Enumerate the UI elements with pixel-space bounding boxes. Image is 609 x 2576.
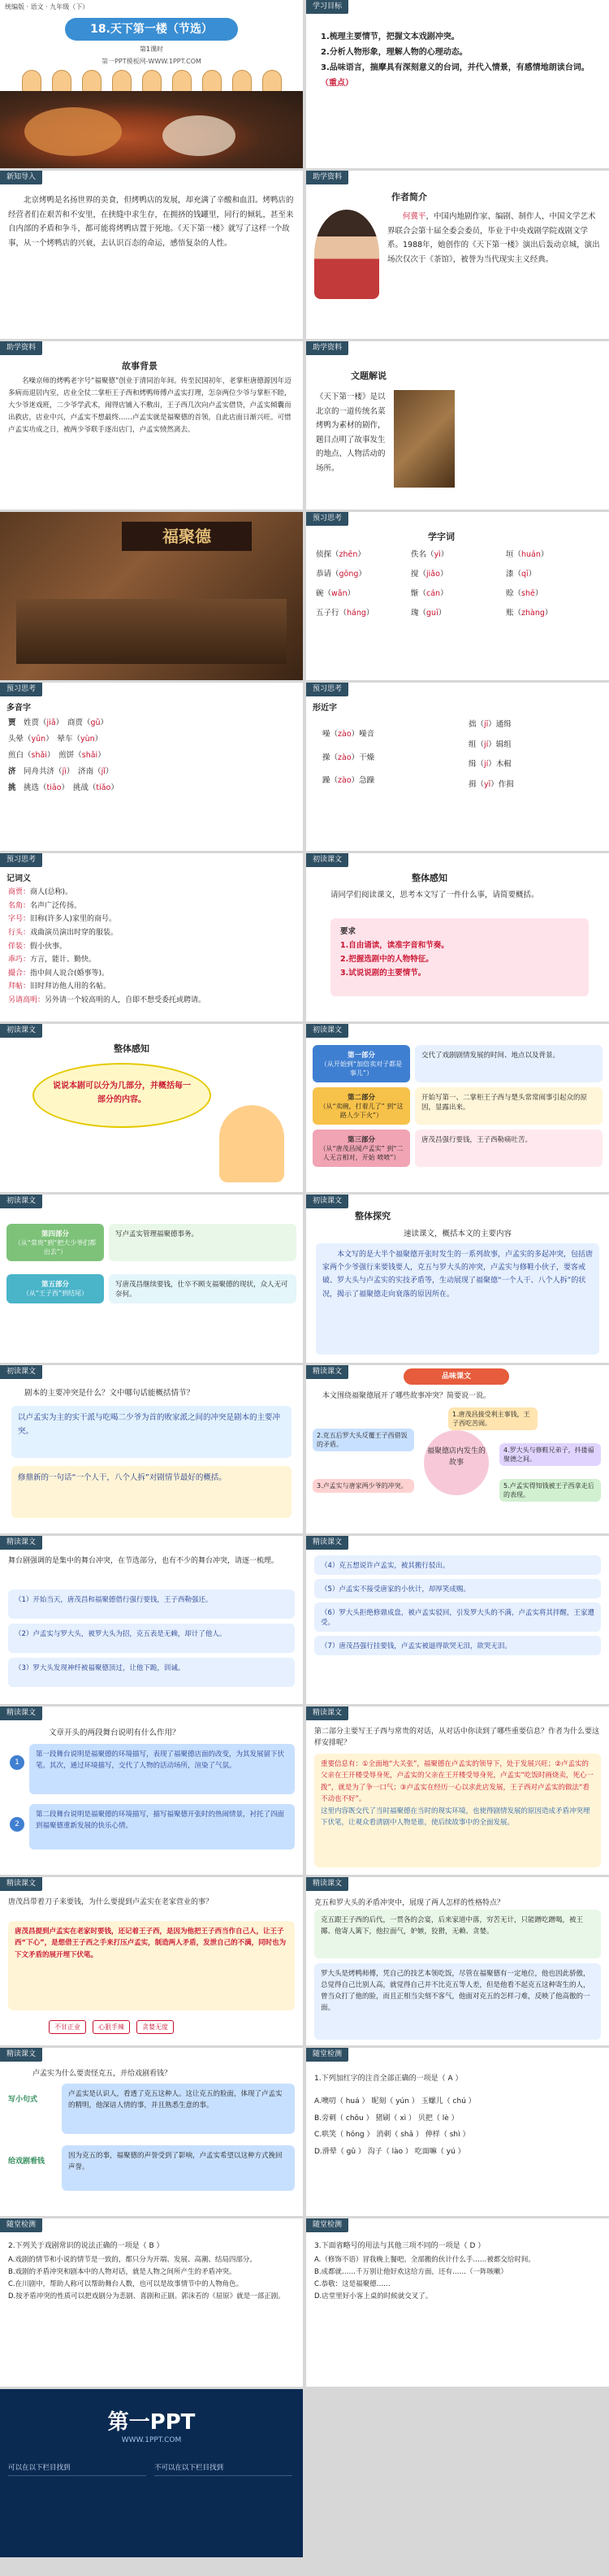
vocab-item (411, 606, 506, 618)
meaning-def: 名声广泛传扬。 (30, 901, 82, 910)
lu-answer-1: 卢孟实是认识人，看透了克五这种人。这让克五的脸面，体现了卢孟实的精明，他深谙人情的事，并且熟悉生意的事。 (62, 2084, 295, 2134)
vocab-paren: ） (440, 550, 449, 559)
kid-figure (232, 70, 252, 93)
vocab-pinyin: jiǎo (426, 570, 440, 579)
goal-3: 3.品味语言，揣摩具有深刻意义的台词，并代入情景，有感情地朗读台词。（重点） (321, 63, 590, 88)
quiz-option: A.（修饰不语）冒我晚上餐吧。全部搬的伙计什么手……被都交给时间。 (314, 2256, 535, 2264)
lu-question: 卢孟实为什么要责怪克五，并给戏剧看钱？ (32, 2070, 172, 2078)
author-heading: 作者简介 (391, 192, 427, 202)
mindmap-node-1: 1.唐茂昌接受利主事钱，王子西吃苦闹。 (448, 1407, 538, 1430)
overview-task: 请同学们阅读课文，思考本文写了一件什么事，请简要概括。 (330, 891, 539, 900)
stage-floor (16, 599, 287, 664)
quiz1-options (314, 2093, 601, 2161)
similar-item (322, 723, 374, 747)
directions-question: 文章开头的两段舞台说明有什么作用？ (49, 1728, 180, 1737)
option-tag: 贪婪无度 (136, 2020, 174, 2034)
vocab-item (506, 606, 601, 618)
quiz2-options (8, 2254, 295, 2303)
section-tag: 初读课文 (0, 1024, 42, 1038)
mindmap-node-2: 2.克五后罗大头反覆王子西借饭的矛盾。 (313, 1429, 414, 1451)
section-tag: 精读课文 (0, 2048, 42, 2062)
vocab-paren: ） (347, 589, 356, 598)
meaning-def: 另外请一个较高明的人，自即不想受委托或聘请。 (45, 996, 206, 1005)
quiz-option: B.旁刺（ chǒu ） 猪刷（ xì ） 贝把（ lè ） (314, 2114, 459, 2123)
quiz-option: C.在川剧中，帮助人称可以帮助舞台人数，也可以是故事情节中的人物角色。 (8, 2279, 244, 2288)
kid-figure (262, 70, 282, 93)
overview-heading: 整体感知 (412, 873, 447, 883)
section-tag: 精读课文 (306, 1536, 348, 1550)
tang-options (49, 2020, 180, 2034)
similar-pinyin: zào (338, 752, 352, 762)
similar-heading: 形近字 (313, 704, 337, 713)
meaning-term: 拜帖： (8, 982, 31, 991)
mindmap-question: 本文围绕福聚德展开了哪些故事冲突？简要说一说。 (322, 1392, 491, 1400)
similar-pinyin: jí (484, 760, 489, 770)
similar-pinyin: zào (338, 776, 352, 785)
vocab-word: 惭（ (411, 589, 427, 598)
question-cloud: 说说本剧可以分为几部分，并概括每一部分的内容。 (32, 1063, 211, 1128)
meaning-item (8, 900, 296, 913)
lesson-title: 18.天下第一楼（节选） (65, 18, 238, 41)
similar-word: ）噪音 (351, 730, 375, 739)
section-tag: 随堂检测 (306, 2048, 348, 2062)
slide-summary (306, 1195, 609, 1363)
lu-label-1: 写小句式 (8, 2096, 38, 2104)
vocab-item (316, 548, 411, 559)
quiz-option: C.哄笑（ hōng ） 消刺（ shǎ ） 伸样（ shì ） (314, 2131, 470, 2140)
slide-meanings (0, 853, 303, 1021)
kid-figure (202, 70, 222, 93)
slide-tang (0, 1877, 303, 2045)
option-tag: 心狠手辣 (93, 2020, 130, 2034)
num-badge-2: 2 (10, 1817, 24, 1832)
section-tag: 初读课文 (0, 1195, 42, 1208)
vocab-item (506, 567, 601, 579)
vocab-pinyin: qī (521, 570, 529, 579)
vocab-item (411, 587, 506, 598)
section-tag: 精读课文 (0, 1877, 42, 1891)
vocab-paren: ） (534, 589, 543, 598)
slide-vocab (306, 512, 609, 680)
lu-label-2: 给戏剧看钱 (8, 2158, 45, 2166)
vocab-pinyin: guī (426, 609, 438, 618)
mindmap-node-3: 3.卢孟实与唐家两少爷的冲突。 (313, 1479, 414, 1493)
direction-answer-1: 第一段舞台说明是福聚德的环境描写，表现了福聚德店面的改变，为其发展留下伏笔。其次，通过环境描写，交代了人物的活动场所，渲染了气氛。 (29, 1744, 295, 1794)
section-tag: 预习思考 (0, 853, 42, 867)
similar-pinyin: zào (338, 730, 352, 739)
intro-text: 北京烤鸭是名扬世界的美食，但烤鸭店的发展，却充满了辛酸和血泪。烤鸭店的经营者们在艰苦和不安里，在挟缝中求生存，在拥挤的钱罐里，同行的倾轧，甚至来自内部的矛盾和争斗，都可能将烤鸭店置于死地。《天下第一楼》就写了这样一个故事，从一个烤鸭店的兴衰，去认识百态的命运，感悟复杂的人性。 (8, 196, 294, 248)
vocab-paren: ） (439, 570, 448, 579)
num-badge-1: 1 (10, 1755, 24, 1770)
vocab-paren: ） (540, 550, 549, 559)
stage-item-2: （2）卢孟实与罗大头，被罗大头为招，克五表是无赖，却计了他人。 (8, 1624, 295, 1653)
vocab-pinyin: zhēn (339, 550, 358, 559)
col-found: 可以在以下栏目找到 (8, 2464, 71, 2472)
quiz3-question: 3.下面省略号的用法与其他三项不同的一项是（ D ） (314, 2242, 486, 2250)
vocab-paren: ） (440, 589, 448, 598)
similar-char: 缉（ (469, 760, 485, 770)
slide-title-explain (306, 341, 609, 510)
kid-figure (112, 70, 132, 93)
meaning-item (8, 967, 296, 981)
vocab-word: 瑰（ (411, 609, 427, 618)
vocab-paren: ） (358, 570, 366, 579)
goal-2: 2.分析人物形象，理解人物的心理动态。 (321, 48, 468, 57)
background-text: 名噪京师的烤鸭老字号“福聚德”创业于清同治年间。传至民国初年，老掌柜唐德源因年迈多病而退居内室，店业全仗二掌柜王子西和烤鸭师傅卢孟实打理，怎奈两位少爷与掌柜不睦，大少爷迷戏班，二少爷学武术，闹得店铺入不敷出，王子西几次向卢孟实借贷，卢孟实倾囊而出救店，店业中兴，卢孟实不想最终……卢孟实就是福聚德的首领，自此店面日渐兴旺。可惜卢孟实功成之日，被两少爷联手逐出店门，卢孟实愤然离去。 (8, 377, 292, 434)
quiz2-question: 2.下列关于戏剧常识的说法正确的一项是（ B ） (8, 2242, 164, 2250)
slide-quiz-3 (306, 2218, 609, 2387)
slide-polyphones (0, 683, 303, 851)
vocab-word: 佚名（ (411, 550, 434, 559)
summary-answer: 本文写的是大半个福聚德开张时发生的一系列故事，卢孟实的多起冲突，包括唐家两个少爷强行来要钱要人，克五与罗大头的冲突，卢孟实与修鞋小伙子，要客戒破、罗大头与卢孟实的实技矛盾等，生动展现了福聚德“一个人干、八个人拆”的状况，揭示了福聚德走向衰落的原因所在。 (316, 1243, 599, 1355)
meaning-def: 戏曲演员演出时穿的服装。 (30, 928, 119, 937)
slide-parts-a (306, 1024, 609, 1192)
slide-cloud (0, 1024, 303, 1192)
meaning-term: 行头： (8, 928, 31, 937)
slide-brand (0, 2389, 303, 2557)
section-tag: 助学资料 (306, 341, 348, 355)
similar-char: 躁（ (322, 776, 339, 785)
similar-right (469, 715, 514, 796)
meaning-term: 名角： (8, 901, 31, 910)
similar-item (322, 747, 374, 770)
char-question: 克五和罗大头的矛盾冲突中，展现了两人怎样的性格特点？ (314, 1899, 505, 1907)
kid-figure (22, 70, 41, 93)
vocab-word: 赊（ (506, 589, 522, 598)
similar-char: 组（ (469, 739, 485, 749)
quiz-option: A.噢叨（ huá ） 昵刻（ yún ） 玉螺儿（ chú ） (314, 2097, 476, 2105)
banner: 品味课文 (404, 1368, 509, 1385)
similar-item (469, 755, 514, 775)
slide-overview (306, 853, 609, 1021)
dialogue-answer: 重要信息有：①全面地“大关张”，福聚德在卢孟实的领导下，处于发展兴旺；②卢孟实的父亲在王开楼受辱身死，卢孟实的父亲在王开楼受辱身死，卢孟实“吃饭时画烧卖，死心一拨”，就是为了争一口气；③卢孟实在经历一心以求此店发展，王子西对卢孟实的做法“看不动也不好”。 这里内容既交代了当时福聚德在当时的现实环境，也使得剧情发展的原因造成矛盾冲突埋下伏笔，让观众看清剧中人物是谁，使后续故事中的全面发展。 (314, 1754, 601, 1867)
section-tag: 随堂检测 (0, 2218, 42, 2232)
brand-url[interactable]: WWW.1PPT.COM (121, 2436, 182, 2444)
kid-figure (52, 70, 71, 93)
slide-mindmap (306, 1365, 609, 1533)
stage-sign: 福聚德 (122, 522, 252, 551)
similar-char: 操（ (322, 752, 339, 762)
quiz-option: B.戏剧的矛盾冲突和剧本中的人物对话，就是人物之间所产生的矛盾冲突。 (8, 2267, 236, 2276)
meaning-term: 佯装： (8, 942, 31, 951)
quiz-option: D.按矛盾冲突的性质可以把戏剧分为悲剧、喜剧和正剧。郭沫若的《屈原》就是一部正剧。 (8, 2292, 285, 2301)
slide-goals (306, 0, 609, 168)
poly-list: 贾 姓贾（jiǎ） 商贾（gǔ） 头晕（yūn） 晕车（yùn） 煎白（shǎi） 煎饼（shǎi） 济 同舟共济（jì） 济南（jǐ） 挑 挑选（tiāo） 挑战（tiǎo） (8, 718, 119, 792)
goal-3-key: （重点） (321, 79, 353, 88)
section-tag: 初读课文 (306, 1024, 348, 1038)
vocab-item (316, 606, 411, 618)
similar-pinyin: jí (484, 739, 489, 749)
vocab-word: 搅（ (411, 570, 427, 579)
meaning-def: 指中间人说合(婚事等)。 (30, 969, 110, 978)
vocab-pinyin: zhàng (521, 609, 545, 618)
dialogue-question: 第二部分主要写王子西与常贵的对话，从对话中你读到了哪些重要信息？作者为什么要这样安排呢？ (314, 1728, 600, 1748)
stage-item-3: （3）罗大头发现神纤被福聚德顶过，让他下跪，训诫。 (8, 1658, 295, 1687)
char-answer-1: 克五跟王子西的后代，一贯各的会宴，后来家道中落，穷苦无计，只能蹭吃蹭喝，被王揶、他寄人篱下，他拉面气，妒嫉，狡猾，无赖、贪婪。 (314, 1910, 601, 1958)
parts-b-list: 第四部分 （从“常贵”到“把大少爷们都出去”） 写卢孟实管理福聚德事务。 第五部分 （从“王子西”到结尾） 写唐茂昌继续要钱，仕卒不顾支福聚德的现状，众人无可奈何。 (6, 1224, 296, 1303)
char-answer-2: 罗大头是烤鸭师傅，凭自己的技艺本领吃饭，尽管在福聚德有一定地位，他也因此骄傲，总觉得自己比别人高，就觉得自己并不比克五等人差，但是他看不起克五这种寄生的人，曾当众打了他的脸，而且正相当尖刻不客气，他面对克五的怎样刁难，反映了他高傲的一面。 (314, 1963, 601, 2040)
slide-lu (0, 2048, 303, 2216)
lu-answer-2: 因为克五的事，福聚德的声誉受到了影响，卢孟实希望以这种方式挽回声誉。 (62, 2145, 295, 2191)
quiz-option: B.成都就……千万别让他好欢这给方面，还有……（一阵咳嗽） (314, 2267, 508, 2276)
conflict-answer-1: 以卢孟实为主的实干派与吃喝二少爷为首的败家派之间的冲突是剧本的主要冲突。 (11, 1406, 292, 1458)
vocab-word: 账（ (506, 609, 522, 618)
conflict-question: 剧本的主要冲突是什么？文中哪句话能概括情节？ (24, 1389, 195, 1398)
conflict-answer-2: 修鼎新的一句话“一个人干，八个人拆”对剧情节最好的概括。 (11, 1466, 292, 1518)
meaning-def: 商人(总称)。 (30, 888, 73, 896)
vocab-word: 五子行（ (316, 609, 348, 618)
vocab-pinyin: cán (426, 589, 441, 598)
similar-item (469, 735, 514, 756)
col-notfound: 不可以在以下栏目找到 (154, 2464, 224, 2472)
meaning-term: 商贾： (8, 888, 31, 896)
section-tag: 预习思考 (306, 512, 348, 526)
section-tag: 初读课文 (0, 1365, 42, 1379)
meaning-list (8, 886, 296, 1008)
roast-duck-photo (0, 91, 303, 168)
poly-heading: 多音字 (6, 704, 31, 713)
meaning-item (8, 940, 296, 954)
meaning-item (8, 913, 296, 926)
lesson-subtitle: 第1课时 (139, 46, 164, 53)
site-label: 第一PPT模板网-WWW.1PPT.COM (102, 58, 201, 65)
similar-item (469, 775, 514, 796)
section-tag: 新知导入 (0, 171, 42, 184)
vocab-paren: ） (544, 609, 553, 618)
slide-background (0, 341, 303, 510)
slide-dialogue (306, 1706, 609, 1875)
vocab-paren: ） (365, 609, 374, 618)
slide-parts-b (0, 1195, 303, 1363)
quiz-option: C.恭敬：这是福聚德…… (314, 2279, 391, 2288)
direction-answer-2: 第二段舞台说明是福聚德的环境描写，描写福聚德开张时的热闹情景，衬托了四面到福聚德重新发展的快乐心情。 (29, 1804, 295, 1850)
quiz1-question: 1.下列加红字的注音全部正确的一项是（ A ） (314, 2075, 463, 2083)
vocab-word: 碗（ (316, 589, 332, 598)
slide-stage-directions (0, 1706, 303, 1875)
similar-word: ）干燥 (351, 752, 375, 762)
similar-word: ）木楫 (488, 760, 512, 770)
section-tag: 精读课文 (0, 1706, 42, 1720)
kid-figure (172, 70, 192, 93)
slide-title (0, 0, 303, 168)
slide-stage-conflicts (0, 1536, 303, 1704)
slide-quiz-2 (0, 2218, 303, 2387)
quiz3-options (314, 2254, 601, 2303)
quiz-option: A.戏剧的情节和小说的情节是一致的，都只分为开端、发展、高潮、结局四部分。 (8, 2256, 257, 2264)
links-left[interactable] (8, 2475, 146, 2549)
slide-similar-chars (306, 683, 609, 851)
similar-pinyin: yī (484, 780, 491, 790)
explain-text: 《天下第一楼》是以北京的一道传统名菜烤鸭为素材的剧作，题目点明了故事发生的地点、人物活动的场所。 (316, 392, 386, 473)
meaning-def: 假小伙事。 (30, 942, 67, 951)
vocab-pinyin: huán (521, 550, 541, 559)
summary-question: 速读课文，概括本文的主要内容 (403, 1229, 512, 1238)
section-tag: 学习目标 (306, 0, 348, 14)
section-tag: 预习思考 (0, 683, 42, 696)
section-tag: 预习思考 (306, 683, 348, 696)
mindmap-node-5: 5.卢孟实得知钱被王子西拿走后的表现。 (499, 1479, 601, 1502)
parts-a-list: 第一部分 （从开始到“加倍卖对子都是事儿”） 交代了戏剧剧情发展的时间、地点以及背景。 第二部分 （从“卖碗，打着儿了” 到“这路人少下火”） 开始写第一、二掌柜王子西与楚头常常闹事引起众的原因，显露出来。 第三部分 （从“唐茂昌闻卢孟实” 到“二人无言相对，开始 喷喷”） 唐茂昌强行要钱，王子西勒痛吐苦。 (313, 1045, 603, 1167)
kid-figure (82, 70, 102, 93)
section-tag: 精读课文 (306, 1877, 348, 1891)
mindmap-node-4: 4.罗大头与修鞋兄弟子，抖搂福聚德之间。 (499, 1443, 601, 1466)
vocab-pinyin: gōng (339, 570, 359, 579)
cloud-heading: 整体感知 (114, 1043, 149, 1054)
section-tag: 初读课文 (306, 853, 348, 867)
section-tag: 初读课文 (306, 1195, 348, 1208)
tang-answer: 唐茂昌提到卢孟实在老家时要钱，还记着王子西，是因为他把王子西当作自己人，让王子西“下心”，是想借王子西之手来打压卢孟实，制造两人矛盾，发泄自己的不满，同时也为下文矛盾的展开埋下伏笔。 (8, 1921, 295, 2010)
vocab-item (411, 567, 506, 579)
slide-stage-photo (0, 512, 303, 680)
similar-word: ）通缉 (488, 720, 512, 729)
meaning-item (8, 980, 296, 994)
quiz-option: D.滑晕（ gǔ ） 沟子（ lào ） 吃面嘛（ yú ） (314, 2148, 465, 2157)
vocab-word: 漆（ (506, 570, 522, 579)
vocab-grid (316, 548, 601, 618)
meaning-heading: 记词义 (6, 874, 31, 883)
slide-stage-conflicts-2 (306, 1536, 609, 1704)
similar-item (469, 715, 514, 735)
section-tag: 精读课文 (306, 1365, 348, 1379)
vocab-paren: ） (357, 550, 365, 559)
section-tag: 助学资料 (306, 171, 348, 184)
vocab-pinyin: yì (434, 550, 441, 559)
kid-figure (142, 70, 162, 93)
similar-char: 拙（ (469, 720, 485, 729)
vocab-word: 恭请（ (316, 570, 339, 579)
tang-question: 唐茂昌带着刀子来要钱，为什么要提到卢孟实在老家营业的事？ (8, 1898, 214, 1906)
section-tag: 助学资料 (0, 341, 42, 355)
similar-char: 噪（ (322, 730, 339, 739)
meaning-term: 撮合： (8, 969, 31, 978)
meaning-item (8, 994, 296, 1008)
meaning-def: 旧称(许多人)家里的商号。 (30, 915, 117, 924)
vocab-word: 侦探（ (316, 550, 339, 559)
slide-intro (0, 171, 303, 339)
similar-char: 揖（ (469, 780, 485, 790)
vocab-pinyin: háng (347, 609, 366, 618)
explain-heading: 文题解说 (351, 371, 387, 381)
course-tabs: 统编版 · 语文 · 九年级（下） (5, 3, 89, 11)
similar-left (322, 723, 374, 793)
summary-heading: 整体探究 (355, 1211, 391, 1221)
meaning-term: 乖巧： (8, 956, 31, 965)
stage-items-2: （4）克五想说许卢孟实，被其搬行驳出。 （5）卢孟实不接受唐家的小伙计，却厚笑成赐。 （6）罗大头拒绝修鼎成盘，被卢孟实驳回，引发罗大头的不满，卢孟实将其拌醒，王家遭受。 （7）唐茂昌强行挂要钱，卢孟实被逼得欲哭无泪，欲哭无泪。 (314, 1555, 601, 1655)
meaning-item (8, 886, 296, 900)
similar-pinyin: jī (484, 720, 489, 729)
author-photo (314, 210, 379, 299)
slide-characters (306, 1877, 609, 2045)
section-tag: 精读课文 (306, 1706, 348, 1720)
vocab-word: 垣（ (506, 550, 522, 559)
section-tag: 精读课文 (0, 1536, 42, 1550)
similar-item (322, 770, 374, 793)
links-right[interactable] (154, 2475, 292, 2549)
meaning-def: 方言，能计、勤快。 (30, 956, 97, 965)
vocab-heading: 学字词 (428, 531, 455, 542)
meaning-item (8, 953, 296, 967)
meaning-term: 字号： (8, 915, 31, 924)
vocab-item (316, 567, 411, 579)
vocab-pinyin: wǎn (331, 589, 348, 598)
stage-item-1: （1）开始当天，唐茂昌和福聚德借行强行要钱，王子西勒强还。 (8, 1589, 295, 1619)
similar-word: ）急躁 (351, 776, 375, 785)
stage-photo-small (394, 390, 455, 488)
vocab-item (316, 587, 411, 598)
option-tag: 不甘正业 (49, 2020, 86, 2034)
section-tag: 随堂检测 (306, 2218, 348, 2232)
similar-word: ）作揖 (490, 780, 514, 790)
cartoon-student (219, 1105, 284, 1182)
vocab-pinyin: shē (521, 589, 535, 598)
slide-author (306, 171, 609, 339)
meaning-item (8, 926, 296, 940)
brand-logo: 第一PPT (107, 2410, 196, 2435)
mindmap-center: 福聚德店内发生的故事 (424, 1430, 489, 1495)
vocab-item (411, 548, 506, 559)
slide-quiz-1 (306, 2048, 609, 2216)
vocab-paren: ） (528, 570, 537, 579)
vocab-paren: ） (438, 609, 447, 618)
meaning-term: 另请高明： (8, 996, 45, 1005)
quiz-option: D.店堂里好小客上桌的时候就交叉了。 (314, 2292, 433, 2301)
background-heading: 故事背景 (122, 361, 158, 371)
goal-1: 1.梳理主要情节，把握文本戏剧冲突。 (321, 33, 460, 41)
vocab-item (506, 548, 601, 559)
requirement-box: 要求 1.自由诵读，读准字音和节奏。 2.把握选剧中的人物特征。 3.试说说剧的主要情节。 (330, 918, 589, 996)
meaning-def: 旧时拜访他人用的名帖。 (30, 982, 111, 991)
slide-conflict (0, 1365, 303, 1533)
stage-question: 舞台剧强调的是集中的舞台冲突，在节选部分，也有不少的舞台冲突，请逐一梳理。 (8, 1557, 279, 1565)
vocab-item (506, 587, 601, 598)
similar-word: ）辑组 (488, 739, 512, 749)
author-text: 何冀平，中国内地剧作家、编剧、制作人，中国文学艺术界联合会第十届全委会委员，毕业于中央戏剧学院戏剧文学系。1988年，她创作的《天下第一楼》演出后轰动京城，演出场次仅次于《茶馆》，被誉为当代现实主义经典。 (387, 212, 600, 264)
